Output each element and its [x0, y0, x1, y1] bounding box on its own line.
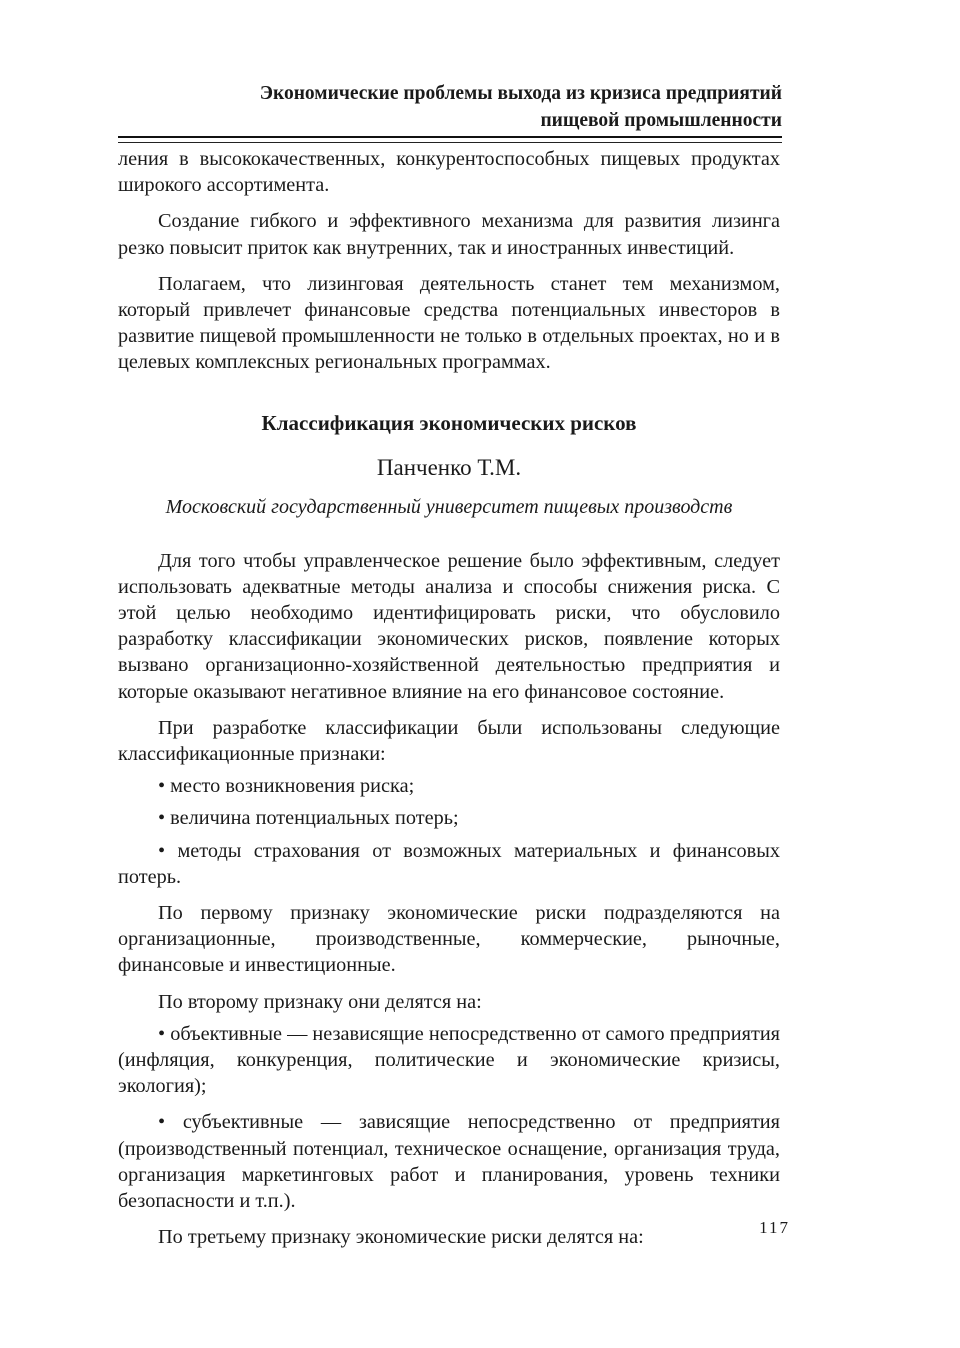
running-header-line-2: пищевой промышленности	[540, 110, 782, 131]
header-rule-thick	[118, 136, 782, 138]
bullet-item-2: • величина потенциальных потерь;	[118, 805, 780, 831]
bullet-item-5: • субъективные — зависящие непосредственно от предприятия (производственный потенциал, техническое оснащение, организация труда, организация маркетинговых работ и планирования, уровень техники безопасности и т.п.).	[118, 1109, 780, 1214]
article-paragraph-2: При разработке классификации были использованы следующие классификационные признаки:	[118, 716, 780, 766]
bullet-item-3: • методы страхования от возможных материальных и финансовых потерь.	[118, 838, 780, 890]
running-header	[118, 80, 782, 134]
article-paragraph-3: По первому признаку экономические риски подразделяются на организационные, производственные, коммерческие, рыночные, финансовые и инвестиционные.	[118, 902, 780, 977]
bullet-item-1: • место возникновения риска;	[118, 773, 780, 799]
page-body	[118, 146, 780, 1251]
running-header-line-1: Экономические проблемы выхода из кризиса предприятий	[259, 83, 782, 104]
bullet-item-4: • объективные — независящие непосредственно от самого предприятия (инфляция, конкуренция, политические и экономические кризисы, экология);	[118, 1021, 780, 1100]
article-paragraph-5: По третьему признаку экономические риски делятся на:	[158, 1226, 644, 1249]
article-author: Панченко Т.М.	[376, 454, 522, 480]
page-number: 117	[759, 1218, 790, 1237]
article-title: Классификация экономических рисков	[261, 410, 637, 435]
article-paragraph-1: Для того чтобы управленческое решение было эффективным, следует использовать адекватные методы анализа и способы снижения риска. С этой целью необходимо идентифицировать риски, что обусловило разработку классификации экономических рисков, появление которых вызвано организационно-хозяйственной деятельностью предприятия и которые оказывают негативное влияние на его финансовое состояние.	[118, 549, 780, 703]
article-affiliation: Московский государственный университет пищевых производств	[165, 495, 733, 518]
continuation-paragraph-1: ления в высококачественных, конкурентоспособных пищевых продуктах широкого ассортимента.	[118, 148, 780, 197]
continuation-paragraph-2: Создание гибкого и эффективного механизма для развития лизинга резко повысит приток как внутренних, так и иностранных инвестиций.	[118, 210, 780, 259]
header-rule-thin	[118, 142, 782, 143]
continuation-paragraph-3: Полагаем, что лизинговая деятельность станет тем механизмом, который привлечет финансовые средства потенциальных инвесторов в развитие пищевой промышленности не только в отдельных проектах, но и в целевых комплексных региональных программах.	[118, 272, 780, 374]
article-paragraph-4: По второму признаку они делятся на:	[158, 990, 482, 1013]
